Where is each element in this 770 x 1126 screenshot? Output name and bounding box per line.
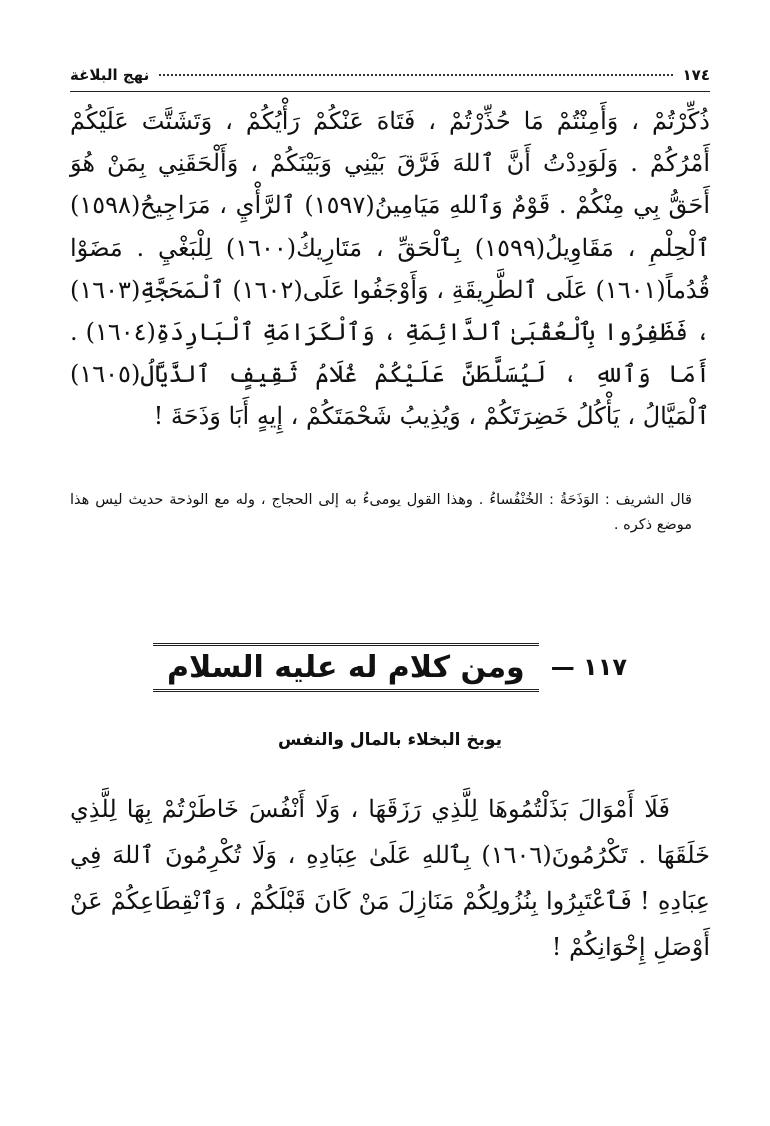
- sermon-number: ١١٧ —: [550, 653, 627, 681]
- sermon-text-block: [70, 786, 710, 970]
- running-header: [70, 60, 710, 90]
- sermon-paragraph: فَلَا أَمْوَالَ بَذَلْتُمُوهَا لِلَّذِي رَزَقَهَا ، وَلَا أَنْفُسَ خَاطَرْتُمْ بِهَا لِلَّذِي خَلَقَهَا . تَكْرُمُونَ(١٦٠٦) بِٱللهِ عَلَىٰ عِبَادِهِ ، وَلَا تُكْرِمُونَ ٱللهَ فِي عِبَادِهِ ! فَٱعْتَبِرُوا بِنُزُولِكُمْ مَنَازِلَ مَنْ كَانَ قَبْلَكُمْ ، وَٱنْقِطَاعِكُمْ عَنْ أَوْصَلِ إِخْوَانِكُمْ !: [70, 795, 710, 961]
- commentary-note: قال الشريف : الوَذَحَةُ : الخُنْفُساءُ . وهذا القول يومىءُ به إلى الحجاج ، وله مع الوذحة حديث ليس هذا موضع ذكره .: [70, 492, 692, 533]
- sermon-subtitle: يوبخ البخلاء بالمال والنفس: [277, 730, 503, 750]
- main-paragraph: ذُكِّرْتُمْ ، وَأَمِنْتُمْ مَا حُذِّرْتُمْ ، فَتَاهَ عَنْكُمْ رَأْيُكُمْ ، وَتَشَتَّتَ عَلَيْكُمْ أَمْرُكُمْ . وَلَوَدِدْتُ أَنَّ ٱللهَ فَرَّقَ بَيْنِي وَبَيْنَكُمْ ، وَأَلْحَقَنِي بِمَنْ هُوَ أَحَقُّ بِي مِنْكُمْ . قَوْمٌ وَٱللهِ مَيَامِينُ(١٥٩٧) ٱلرَّأْيِ ، مَرَاجِيحُ(١٥٩٨) ٱلْحِلْمِ ، مَقَاوِيلُ(١٥٩٩) بِٱلْحَقِّ ، مَتَارِيكُ(١٦٠٠) لِلْبَغْيِ . مَضَوْا قُدُماً(١٦٠١) عَلَى ٱلطَّرِيقَةِ ، وَأَوْجَفُوا عَلَى(١٦٠٢) ٱلْمَحَجَّةِ(١٦٠٣) ، فَظَفِرُوا بِٱلْعُقْبَىٰ ٱلدَّائِمَةِ ، وَٱلْكَرَامَةِ ٱلْبَارِدَةِ(١٦٠٤) . أَمَا وَٱللهِ ، لَيُسَلَّطَنَّ عَلَيْكُمْ غُلَامُ ثَقِيفٍ ٱلذَّيَّالُ(١٦٠٥) ٱلْمَيَّالُ ، يَأْكُلُ خَضِرَتَكُمْ ، وَيُذِيبُ شَحْمَتَكُمْ ، إِيهٍ أَبَا وَذَحَةَ !: [70, 107, 711, 431]
- header-dot-leader: [159, 74, 672, 76]
- sermon-calligraphy-title: ومن كلام له عليه السلام: [153, 643, 539, 692]
- header-rule: [70, 91, 710, 92]
- book-title: نهج البلاغة: [70, 66, 150, 84]
- sermon-heading: [70, 632, 710, 702]
- main-text-block: [70, 100, 710, 438]
- book-page: [70, 60, 710, 1060]
- page-number: ١٧٤: [682, 66, 710, 84]
